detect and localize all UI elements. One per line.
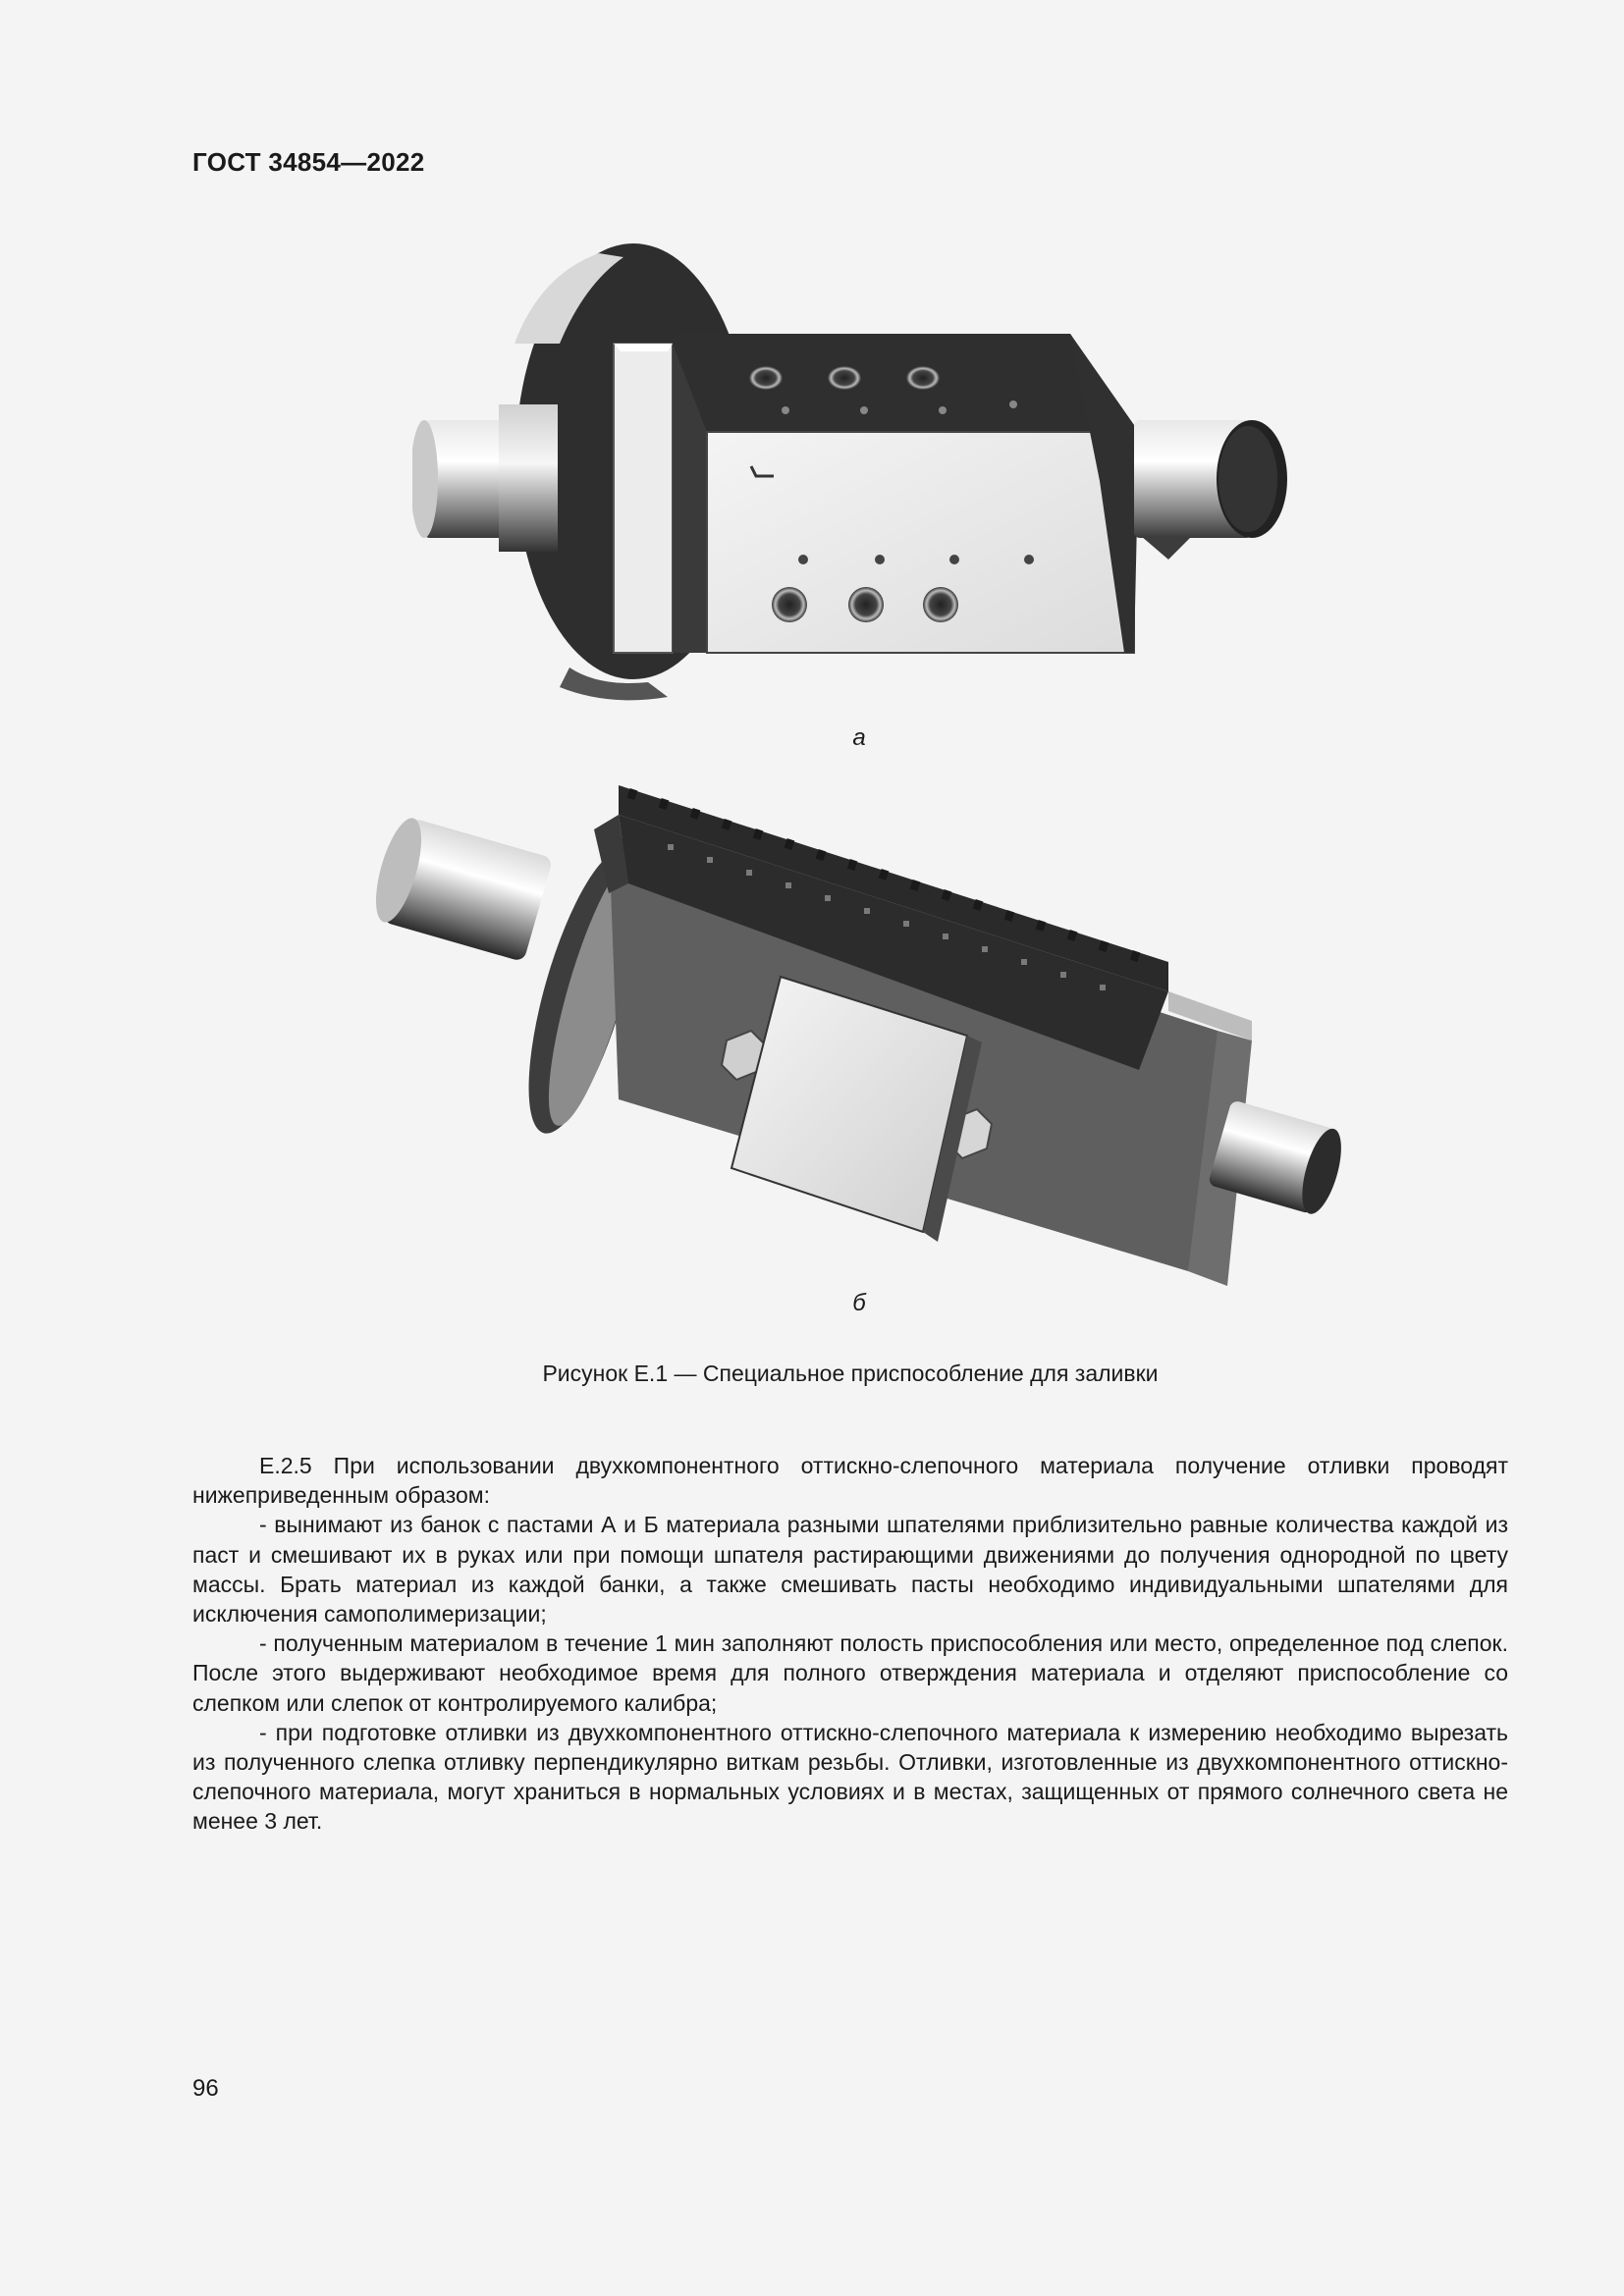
figure-a-label: а [852, 724, 866, 751]
paragraph: - вынимают из банок с пастами А и Б материала разными шпателями приблизительно равные количества каждой из паст и смешивают их в руках или при помощи шпателя растирающими движениями до получения однородной по цвету массы. Брать материал из каждой банки, а также смешивать пасты необходимо индивидуальными шпателями для исключения самополимеризации; [192, 1512, 1508, 1628]
figure-caption: Рисунок Е.1 — Специальное приспособление для заливки [542, 1361, 1159, 1386]
figure-a-fixture-illustration [412, 236, 1296, 707]
paragraph: - полученным материалом в течение 1 мин заполняют полость приспособления или место, определенное под слепок. После этого выдерживают необходимое время для полного отверждения материала и отделяют приспособление со слепком или слепок от контролируемого калибра; [192, 1630, 1508, 1716]
figure-b-fixture-illustration [373, 775, 1345, 1286]
page-number: 96 [192, 2075, 219, 2102]
paragraph: Е.2.5 При использовании двухкомпонентного оттискно-слепочного материала получение отливки проводят нижеприведенным образом: [192, 1453, 1508, 1509]
figure-b-label: б [852, 1290, 866, 1316]
body-text [192, 1451, 1508, 1837]
document-header: ГОСТ 34854—2022 [192, 147, 425, 177]
paragraph: - при подготовке отливки из двухкомпонентного оттискно-слепочного материала к измерению необходимо вырезать из полученного слепка отливку перпендикулярно виткам резьбы. Отливки, изготовленные из двухкомпонентного оттискно-слепочного материала, могут храниться в нормальных условиях и в местах, защищенных от прямого солнечного света не менее 3 лет. [192, 1719, 1508, 1835]
